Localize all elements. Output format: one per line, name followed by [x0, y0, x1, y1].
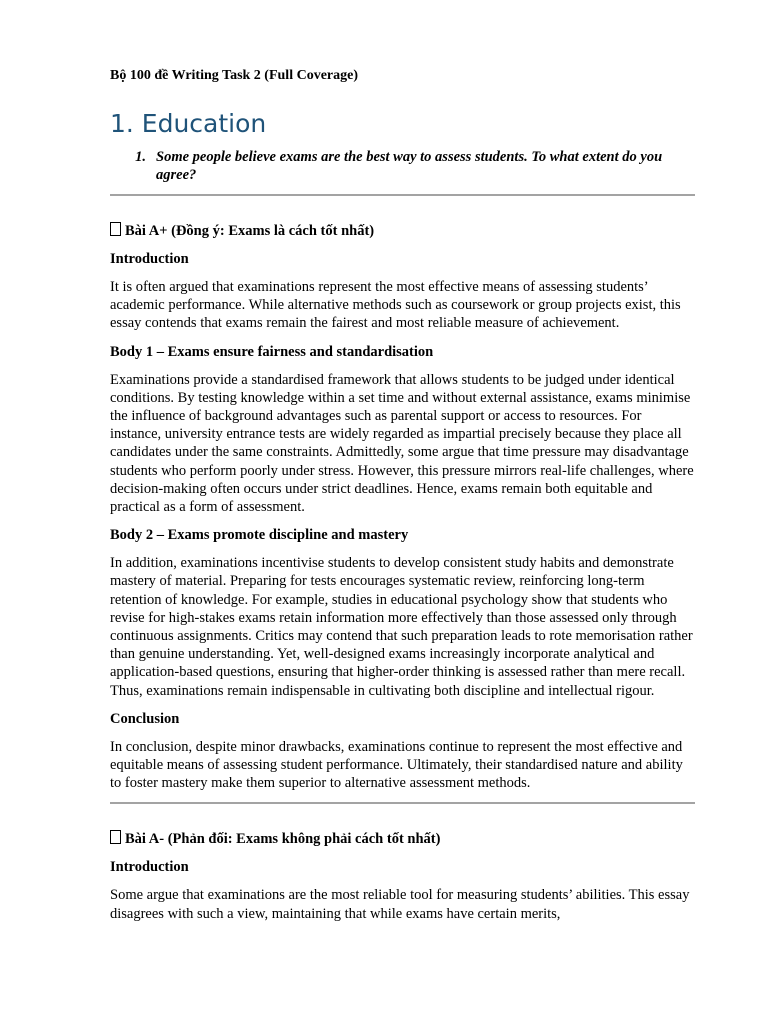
missing-glyph-icon — [110, 222, 121, 236]
divider — [110, 802, 695, 804]
essay-a-plus-title — [110, 222, 695, 240]
intro-paragraph: It is often argued that examinations represent the most effective means of assessing students’ academic performance. While alternative methods such as coursework or group projects exist, this essay contends that exams remain the fairest and most reliable measure of achievement. — [110, 279, 681, 332]
document-title: Bộ 100 đề Writing Task 2 (Full Coverage) — [110, 68, 359, 83]
body1-heading: Body 1 – Exams ensure fairness and standardisation — [110, 343, 434, 360]
intro-heading: Introduction — [110, 251, 189, 267]
conclusion-heading: Conclusion — [110, 710, 180, 727]
missing-glyph-icon — [110, 830, 121, 844]
question-item — [110, 148, 695, 184]
body2-paragraph: In addition, examinations incentivise students to develop consistent study habits and demonstrate mastery of material. Preparing for tests encourages systematic review, reinforcing long-term retention of knowledge. For example, studies in educational psychology show that students who revise for high-stakes exams retain information more effectively than those assessed only through continuous assignments. Critics may contend that such preparation leads to rote memorisation rather than genuine understanding. Yet, well-designed exams increasingly incorporate analytical and application-based questions, ensuring that higher-order thinking is assessed rather than mere recall. Thus, examinations remain indispensable in cultivating both discipline and intellectual rigour. — [110, 555, 693, 699]
intro-heading: Introduction — [110, 859, 189, 876]
document-content — [110, 66, 695, 923]
section-heading: 1. Education — [110, 109, 267, 138]
conclusion-paragraph: In conclusion, despite minor drawbacks, examinations continue to represent the most effective and equitable means of assessing student performance. Ultimately, their standardised nature and ability to foster mastery make them superior to alternative assessment methods. — [110, 738, 683, 792]
essay-a-minus-title — [110, 830, 695, 848]
essay-a-plus-title-text: Bài A+ (Đồng ý: Exams là cách tốt nhất) — [125, 223, 375, 239]
essay-a-minus-title-text: Bài A- (Phản đối: Exams không phải cách tốt nhất) — [125, 831, 441, 848]
question-text: Some people believe exams are the best way to assess students. To what extent do you agree? — [156, 149, 663, 183]
intro-paragraph: Some argue that examinations are the most reliable tool for measuring students’ abilities. This essay disagrees with such a view, maintaining that while exams have certain merits, — [110, 887, 690, 922]
divider — [110, 194, 695, 196]
question-number: 1. — [135, 149, 146, 165]
body1-paragraph: Examinations provide a standardised framework that allows students to be judged under identical conditions. By testing knowledge within a set time and without external assistance, exams minimise the influence of background advantages such as parental support or access to resources. For instance, university entrance tests are widely regarded as impartial precisely because they place all candidates under the same constraints. Admittedly, some argue that time pressure may disadvantage students who perform poorly under stress. However, this pressure mirrors real-life challenges, where decision-making often occurs under strict deadlines. Hence, exams remain both equitable and practical as a form of assessment. — [110, 371, 694, 516]
body2-heading: Body 2 – Exams promote discipline and mastery — [110, 527, 409, 544]
